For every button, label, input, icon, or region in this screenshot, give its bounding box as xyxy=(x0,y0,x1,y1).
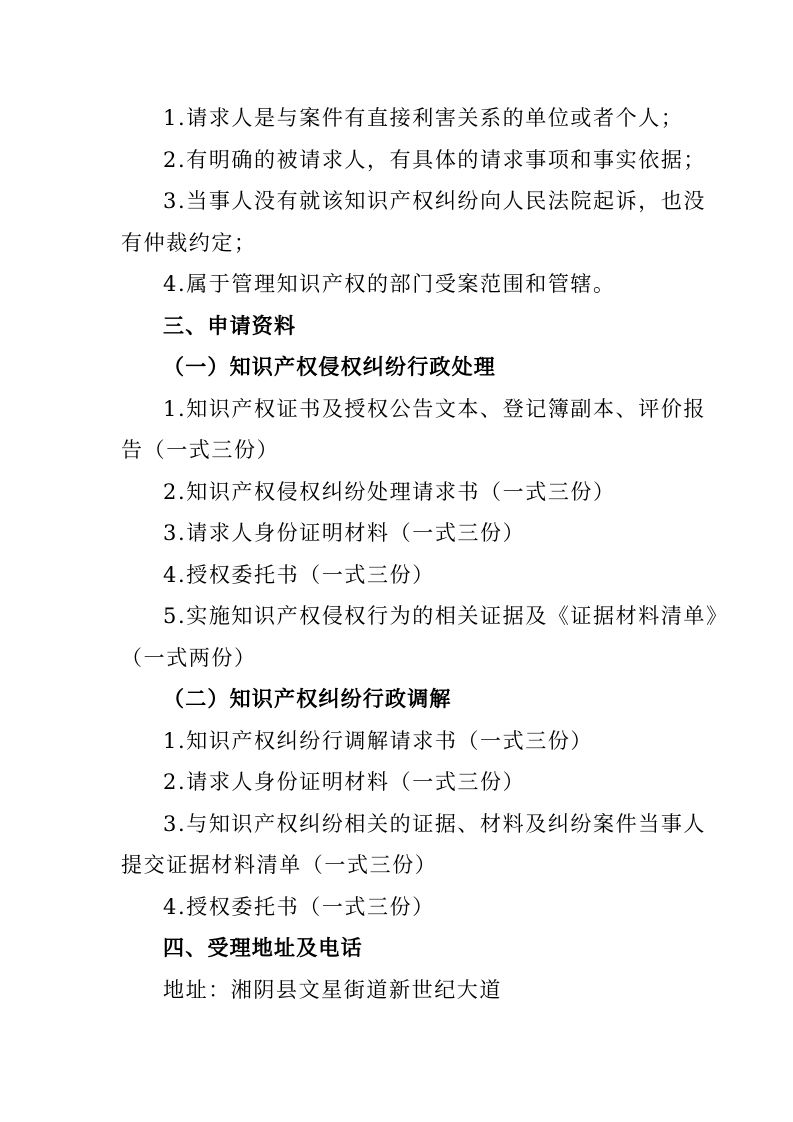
condition-item-2: 2.有明确的被请求人，有具体的请求事项和事实依据； xyxy=(163,148,707,172)
subsection-heading-administrative-handling: （一）知识产权侵权纠纷行政处理 xyxy=(163,355,496,379)
handling-item-5-continued: （一式两份） xyxy=(121,646,257,670)
condition-item-1: 1.请求人是与案件有直接利害关系的单位或者个人； xyxy=(163,106,684,130)
subsection-heading-administrative-mediation: （二）知识产权纠纷行政调解 xyxy=(163,687,452,711)
address-text: 地址：湘阴县文星街道新世纪大道 xyxy=(163,978,502,1002)
mediation-item-1: 1.知识产权纠纷行调解请求书（一式三份） xyxy=(163,729,594,753)
handling-item-3: 3.请求人身份证明材料（一式三份） xyxy=(163,521,526,545)
handling-item-5: 5.实施知识产权侵权行为的相关证据及《证据材料清单》 xyxy=(163,604,729,628)
mediation-item-2: 2.请求人身份证明材料（一式三份） xyxy=(163,770,526,794)
condition-item-4: 4.属于管理知识产权的部门受案范围和管辖。 xyxy=(163,272,616,296)
section-heading-application-materials: 三、申请资料 xyxy=(163,314,297,338)
handling-item-1-continued: 告（一式三份） xyxy=(121,438,280,462)
mediation-item-3: 3.与知识产权纠纷相关的证据、材料及纠纷案件当事人 xyxy=(163,812,707,836)
condition-item-3: 3.当事人没有就该知识产权纠纷向人民法院起诉，也没 xyxy=(163,189,707,213)
handling-item-2: 2.知识产权侵权纠纷处理请求书（一式三份） xyxy=(163,480,616,504)
handling-item-1: 1.知识产权证书及授权公告文本、登记簿副本、评价报 xyxy=(163,397,707,421)
section-heading-address-phone: 四、受理地址及电话 xyxy=(163,936,363,960)
mediation-item-4: 4.授权委托书（一式三份） xyxy=(163,895,435,919)
handling-item-4: 4.授权委托书（一式三份） xyxy=(163,563,435,587)
mediation-item-3-continued: 提交证据材料清单（一式三份） xyxy=(121,853,438,877)
condition-item-3-continued: 有仲裁约定； xyxy=(121,231,257,255)
